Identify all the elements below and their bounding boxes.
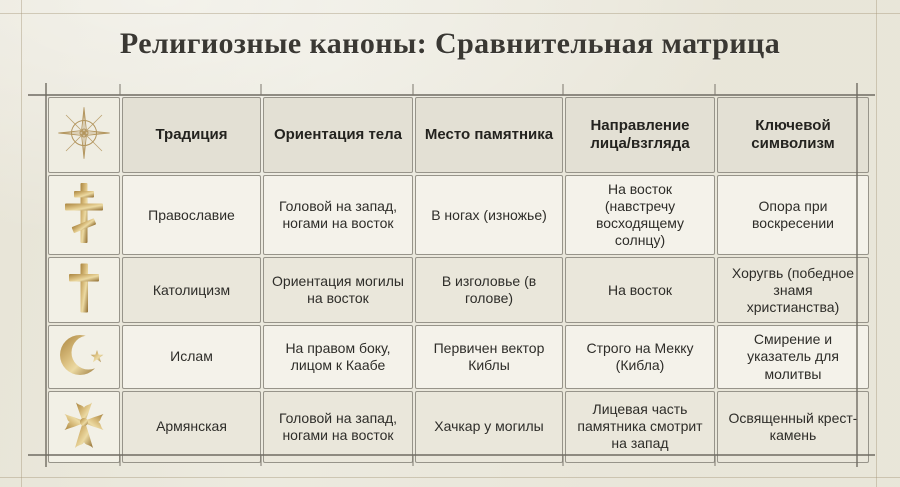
cell-symbolism: Опора при воскресении: [717, 175, 869, 255]
cell-tradition: Армянская: [122, 391, 261, 463]
cell-body-orientation: Головой на запад, ногами на восток: [263, 391, 413, 463]
icon-cell: [48, 391, 120, 463]
latin-cross-icon: [66, 263, 102, 313]
cell-symbolism: Смирение и указатель для молитвы: [717, 325, 869, 388]
column-header-monument-place: Место памятника: [415, 97, 563, 173]
cell-body-orientation: Ориентация могилы на восток: [263, 257, 413, 323]
icon-cell: [48, 175, 120, 255]
cell-face-direction: Лицевая часть памятника смотрит на запад: [565, 391, 715, 463]
table-row-islam: [48, 325, 869, 388]
cell-monument-place: В ногах (изножье): [415, 175, 563, 255]
icon-cell: [48, 325, 120, 388]
cell-tradition: Католицизм: [122, 257, 261, 323]
table-row-orthodoxy: [48, 175, 869, 255]
orthodox-cross-icon: [61, 182, 107, 244]
column-header-body-orientation: Ориентация тела: [263, 97, 413, 173]
column-header-face-direction: Направление лица/взгляда: [565, 97, 715, 173]
table-row-catholicism: [48, 257, 869, 323]
paper-margin-line-top: [0, 13, 900, 14]
icon-cell: [48, 257, 120, 323]
cell-symbolism: Освященный крест-камень: [717, 391, 869, 463]
paper-margin-line-right: [876, 0, 877, 487]
cell-tradition: Православие: [122, 175, 261, 255]
cell-body-orientation: Головой на запад, ногами на восток: [263, 175, 413, 255]
cell-face-direction: Строго на Мекку (Кибла): [565, 325, 715, 388]
page-title: Религиозные каноны: Сравнительная матрица: [119, 27, 781, 60]
cell-face-direction: На восток (навстречу восходящему солнцу): [565, 175, 715, 255]
paper-margin-line-bottom: [0, 477, 900, 478]
paper-margin-line-left: [21, 0, 22, 487]
cell-monument-place: Хачкар у могилы: [415, 391, 563, 463]
column-header-symbolism: Ключевой символизм: [717, 97, 869, 173]
crescent-star-icon: [59, 332, 109, 378]
table-row-armenian: [48, 391, 869, 463]
cell-face-direction: На восток: [565, 257, 715, 323]
cell-monument-place: Первичен вектор Киблы: [415, 325, 563, 388]
header-row: [48, 97, 869, 173]
cell-monument-place: В изголовье (в голове): [415, 257, 563, 323]
corner-cell: [48, 97, 120, 173]
comparison-table: [46, 95, 857, 455]
religion-matrix-table: [46, 95, 871, 465]
cell-tradition: Ислам: [122, 325, 261, 388]
column-header-tradition: Традиция: [122, 97, 261, 173]
compass-rose-icon: [57, 106, 111, 160]
cell-body-orientation: На правом боку, лицом к Каабе: [263, 325, 413, 388]
cell-symbolism: Хоругвь (победное знамя христианства): [717, 257, 869, 323]
armenian-cross-icon: [64, 397, 104, 453]
